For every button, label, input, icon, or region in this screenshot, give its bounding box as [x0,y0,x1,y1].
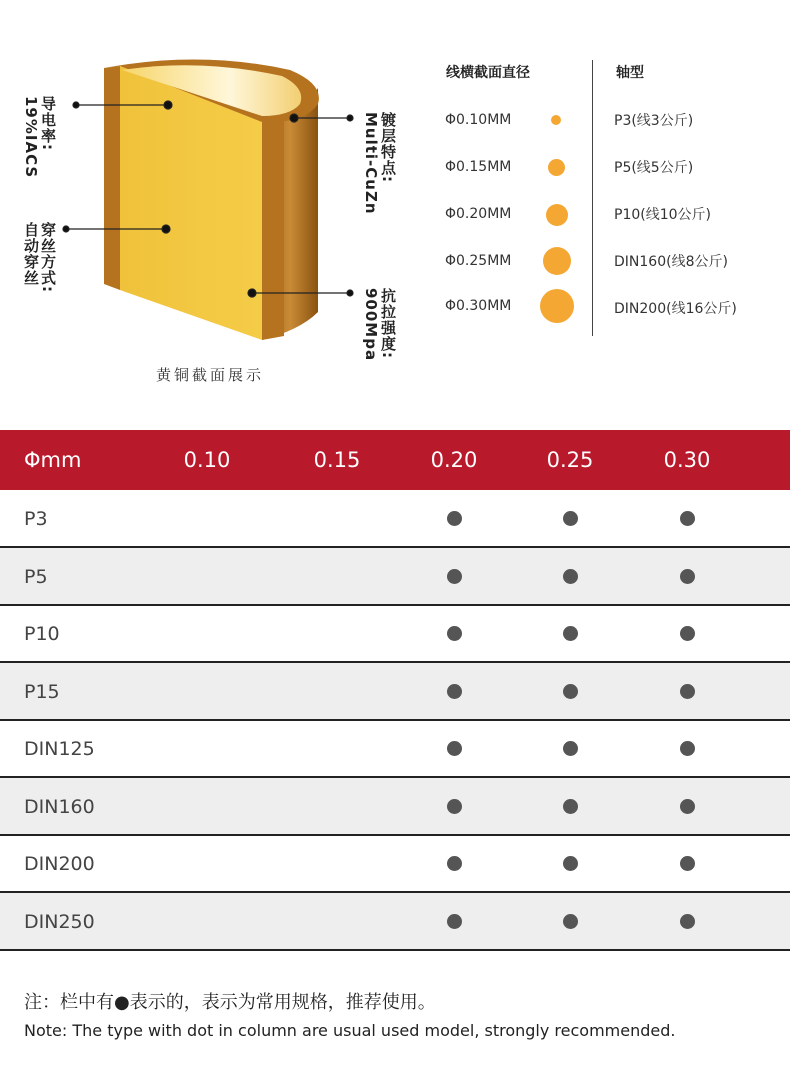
row-spool-name: P5 [24,565,48,588]
header-col-0.20: 0.20 [430,448,478,472]
illustration-caption: 黄铜截面展示 [155,366,264,384]
recommended-dot [563,856,578,871]
row-spool-name: P15 [24,680,60,703]
diameter-dot [540,289,574,323]
leader-dot-conductivity [73,102,79,108]
recommended-dot [447,684,462,699]
leader-dot-coating-end [347,115,353,121]
threading-label-value: 自动穿丝 [22,222,40,286]
header-diameter-label: Φmm [24,448,82,472]
recommended-dot [680,741,695,756]
spool-header: 轴型 [616,65,644,81]
recommended-dot [680,626,695,641]
wire-right-coating [262,120,284,340]
recommended-dot [447,626,462,641]
recommended-dot [680,684,695,699]
conductivity-label-title: 导电率: [39,96,57,151]
diameter-label: Φ0.25MM [445,253,512,269]
spool-label: DIN200(线16公斤) [614,301,737,317]
table-row [0,720,790,778]
table-row [0,548,790,606]
coating-label-title: 镀层特点: [379,112,397,183]
spool-label: P3(线3公斤) [614,113,694,129]
diameter-label: Φ0.15MM [445,159,512,175]
row-spool-name: DIN125 [24,738,95,760]
diameter-item [445,194,585,234]
diameter-label: Φ0.20MM [445,206,512,222]
diameter-item [445,286,585,326]
diameter-item [445,100,585,140]
diameter-dot [551,115,561,125]
header-col-0.25: 0.25 [546,448,594,472]
recommended-dot [563,569,578,584]
recommended-dot [680,799,695,814]
leader-dot-tensile-end [347,290,353,296]
spool-label: DIN160(线8公斤) [614,254,728,270]
diameter-header: 线横截面直径 [446,65,530,81]
recommended-dot [563,684,578,699]
recommended-dot [680,511,695,526]
leader-dot-threading-end [162,225,170,233]
conductivity-label [22,96,56,178]
recommended-dot [447,799,462,814]
diameter-dot [543,247,571,275]
header-col-0.30: 0.30 [663,448,711,472]
tensile-label-value: 900Mpa [362,288,380,362]
diameter-label: Φ0.30MM [445,298,512,314]
leader-dot-threading [63,226,69,232]
table-row [0,893,790,951]
recommended-dot [447,914,462,929]
row-spool-name: P10 [24,623,60,645]
diameter-label: Φ0.10MM [445,112,512,128]
recommended-dot [680,914,695,929]
spool-label: P5(线5公斤) [614,160,694,176]
recommended-dot [447,856,462,871]
recommended-dot [447,511,462,526]
note-chinese: 注：栏中有●表示的，表示为常用规格，推荐使用。 [24,992,436,1013]
note-english: Note: The type with dot in column are usual used model, strongly recommended. [24,1021,676,1040]
diameter-item [445,147,585,187]
tensile-label [362,288,396,361]
recommended-dot [680,569,695,584]
recommended-dot [563,799,578,814]
header-col-0.15: 0.15 [313,448,361,472]
coating-label-value: Multi-CuZn [362,112,380,215]
diameter-dot [548,159,565,176]
header-col-0.10: 0.10 [183,448,231,472]
legend-divider [592,60,593,336]
table-row [0,835,790,893]
recommended-dot [563,914,578,929]
threading-label [22,222,56,293]
diameter-item [445,241,585,281]
tensile-label-title: 抗拉强度: [379,288,397,359]
table-row [0,778,790,836]
coating-label [362,112,396,215]
table-row [0,605,790,663]
row-spool-name: DIN200 [24,853,95,875]
leader-dot-conductivity-end [164,101,172,109]
spec-table-header [0,430,790,490]
spool-label: P10(线10公斤) [614,207,711,223]
recommended-dot [680,856,695,871]
table-row [0,490,790,548]
recommended-dot [563,741,578,756]
table-row [0,663,790,721]
leader-dot-coating [290,114,298,122]
threading-label-title: 穿丝方式: [39,222,57,293]
wire-left-coating [104,66,120,290]
row-spool-name: DIN250 [24,910,95,933]
row-spool-name: DIN160 [24,795,95,818]
conductivity-label-value: 19%IACS [22,96,40,179]
row-spool-name: P3 [24,508,48,530]
brass-cross-section-illustration [0,0,420,400]
recommended-dot [563,626,578,641]
recommended-dot [563,511,578,526]
recommended-dot [447,741,462,756]
leader-dot-tensile [248,289,256,297]
diameter-dot [546,204,568,226]
recommended-dot [447,569,462,584]
